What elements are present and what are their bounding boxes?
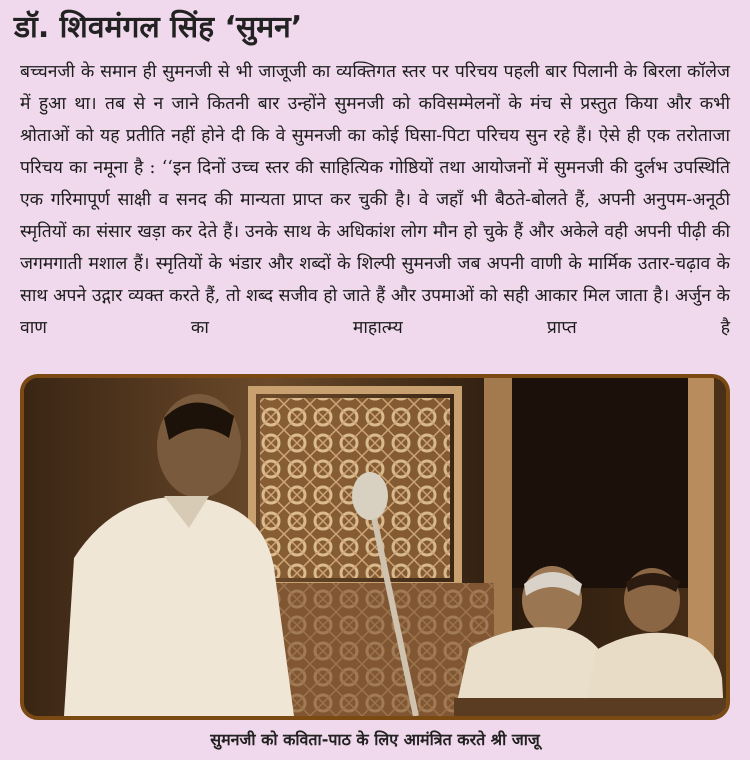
article-body: बच्चनजी के समान ही सुमनजी से भी जाजूजी का व्यक्तिगत स्तर पर परिचय पहली बार पिलानी के बिरला कॉलेज में हुआ था। तब से न जाने कितनी बार उन्होंने सुमनजी को कविसम्मेलनों के मंच से प्रस्तुत किया और कभी श्रोताओं को यह प्रतीति नहीं होने दी कि वे सुमनजी का कोई घिसा-पिटा परिचय सुन रहे हैं। ऐसे ही एक तरोताजा परिचय का नमूना है : ‘‘इन दिनों उच्च स्तर की साहित्यिक गोष्ठियों तथा आयोजनों में सुमनजी की दुर्लभ उपस्थिति एक गरिमापूर्ण साक्षी व सनद की मान्यता प्राप्त कर चुकी है। वे जहाँ भी बैठते-बोलते हैं, अपनी अनुपम-अनूठी स्मृतियों का संसार खड़ा कर देते हैं। उनके साथ के अधिकांश लोग मौन हो चुके हैं और अकेले वही अपनी पीढ़ी की जगमगाती मशाल हैं। स्मृतियों के भंडार और शब्दों के शिल्पी सुमनजी जब अपनी वाणी के मार्मिक उतार-चढ़ाव के साथ अपने उद्गार व्यक्त करते हैं, तो शब्द सजीव हो जाते हैं और उपमाओं को सही आकार मिल जाता है। अर्जुन के वाण का माहात्म्य प्राप्त है bbox=[20, 62, 730, 338]
article-title: डॉ. शिवमंगल सिंह ‘सुमन’ bbox=[14, 10, 303, 45]
sepia-photograph-icon bbox=[24, 378, 726, 716]
photo-caption: सुमनजी को कविता-पाठ के लिए आमंत्रित करते श्री जाजू bbox=[210, 730, 540, 749]
photograph bbox=[20, 374, 730, 720]
